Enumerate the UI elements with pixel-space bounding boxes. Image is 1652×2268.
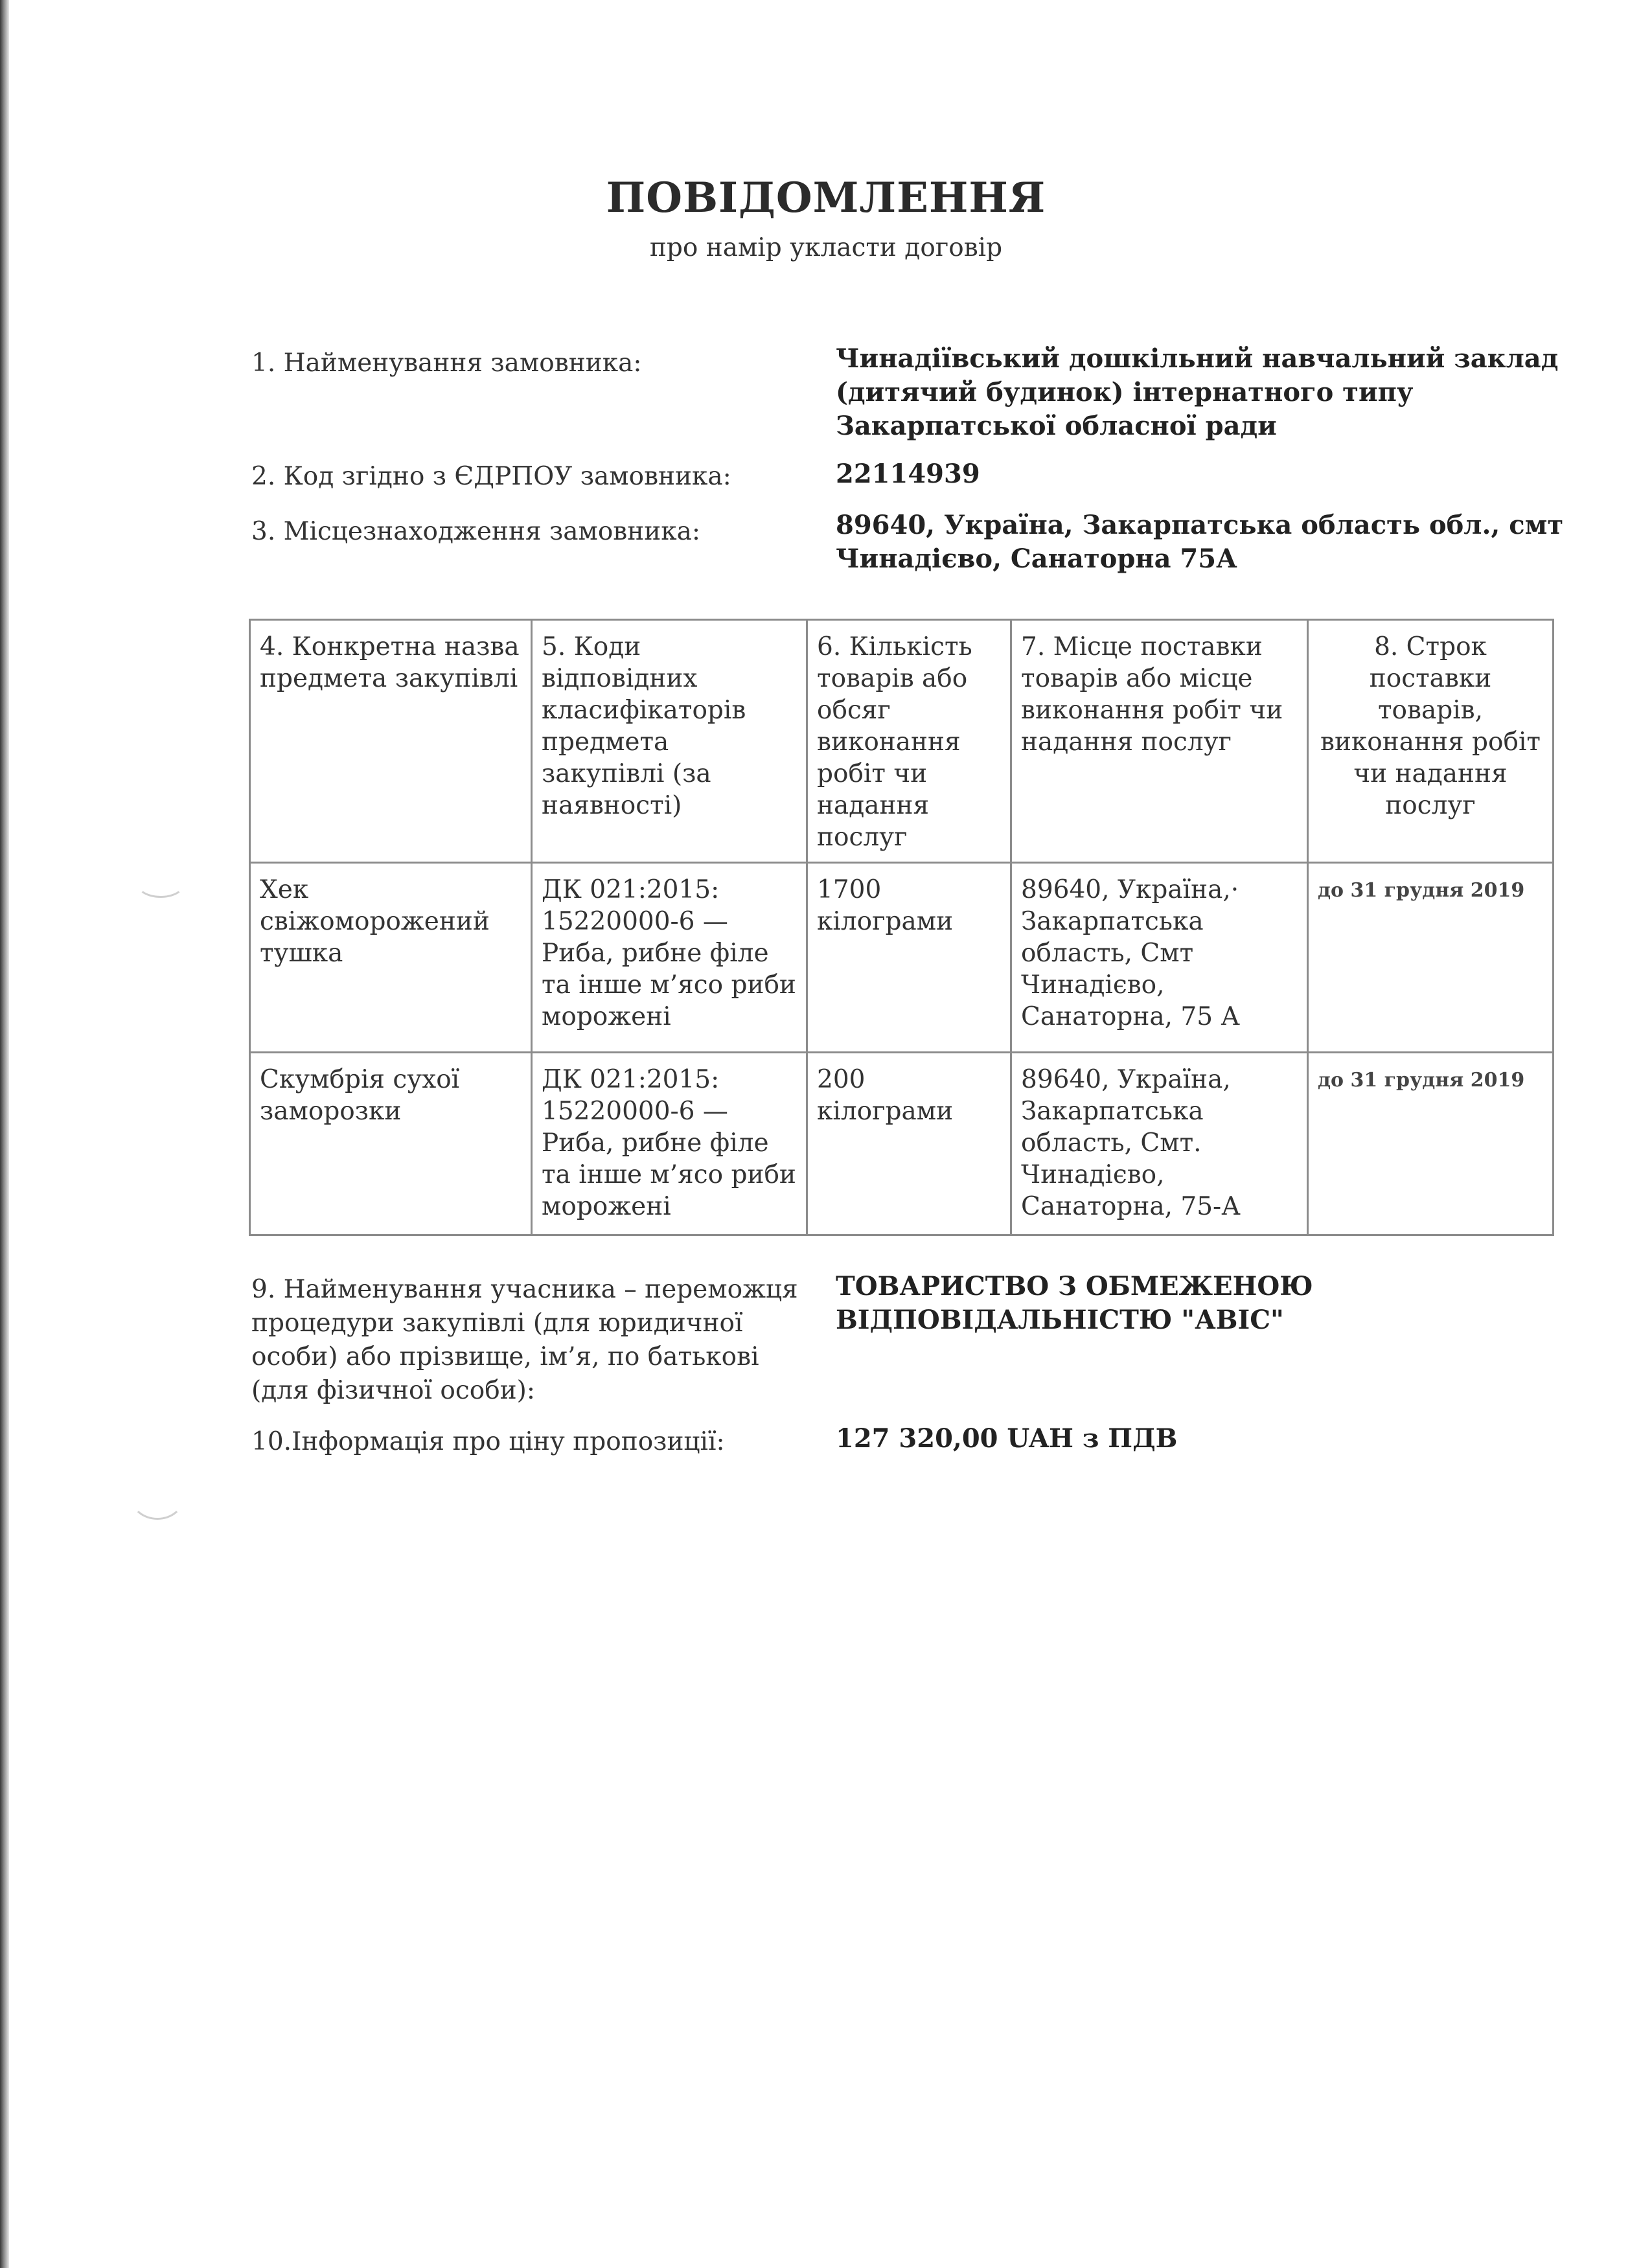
document-subtitle: про намір укласти договір [649, 233, 1003, 262]
item-place-cell: 89640, Україна,· Закарпатська область, Смт Чинадієво, Санаторна, 75 А [1011, 863, 1308, 1053]
item-place-cell: 89640, Україна, Закарпатська область, Смт. Чинадієво, Санаторна, 75-А [1011, 1053, 1308, 1235]
table-header-cell: 7. Місце поставки товарів або місце виконання робіт чи надання послуг [1011, 620, 1308, 863]
price-value: 127 320,00 UAH з ПДВ [836, 1423, 1178, 1454]
price-label: 10.Інформація про ціну пропозиції: [251, 1427, 725, 1456]
location-value: 89640, Україна, Закарпатська область обл., смт Чинадієво, Санаторна 75А [836, 510, 1564, 574]
table-header-cell: 5. Коди відповідних класифікаторів предмета закупівлі (за наявності) [532, 620, 807, 863]
scan-edge [0, 0, 9, 2268]
winner-value: ТОВАРИСТВО З ОБМЕЖЕНОЮ ВІДПОВІДАЛЬНІСТЮ "АВІС" [836, 1271, 1313, 1335]
table-header-cell: 8. Строк поставки товарів, виконання робіт чи надання послуг [1308, 620, 1554, 863]
item-code-cell: ДК 021:2015: 15220000-6 — Риба, рибне філе та інше м’ясо риби морожені [532, 1053, 807, 1235]
scan-mark [130, 1471, 185, 1520]
table-header-cell: 4. Конкретна назва предмета закупівлі [250, 620, 532, 863]
procurement-table [249, 619, 1554, 1236]
document-title: ПОВІДОМЛЕННЯ [606, 174, 1046, 222]
item-name-cell: Хек свіжоморожений тушка [250, 863, 532, 1053]
table-row [250, 863, 1554, 1053]
edrpou-value: 22114939 [836, 459, 980, 489]
table-row [250, 1053, 1554, 1235]
scan-mark [136, 868, 185, 898]
item-deadline-cell: до 31 грудня 2019 [1308, 863, 1554, 1053]
edrpou-label: 2. Код згідно з ЄДРПОУ замовника: [251, 462, 731, 491]
item-name-cell: Скумбрія сухої заморозки [250, 1053, 532, 1235]
item-quantity-cell: 1700 кілограми [807, 863, 1011, 1053]
customer-name-value: Чинадіївський дошкільний навчальний заклад (дитячий будинок) інтернатного типу Закарпатської обласної ради [836, 343, 1559, 441]
item-quantity-cell: 200 кілограми [807, 1053, 1011, 1235]
location-label: 3. Місцезнаходження замовника: [251, 517, 701, 546]
table-header-row [250, 620, 1554, 863]
winner-label: 9. Найменування учасника – переможця процедури закупівлі (для юридичної особи) або прізвище, ім’я, по батькові (для фізичної особи): [251, 1275, 798, 1405]
item-code-cell: ДК 021:2015: 15220000-6 — Риба, рибне філе та інше м’ясо риби морожені [532, 863, 807, 1053]
item-deadline-cell: до 31 грудня 2019 [1308, 1053, 1554, 1235]
customer-name-label: 1. Найменування замовника: [251, 349, 642, 378]
table-header-cell: 6. Кількість товарів або обсяг виконання робіт чи надання послуг [807, 620, 1011, 863]
